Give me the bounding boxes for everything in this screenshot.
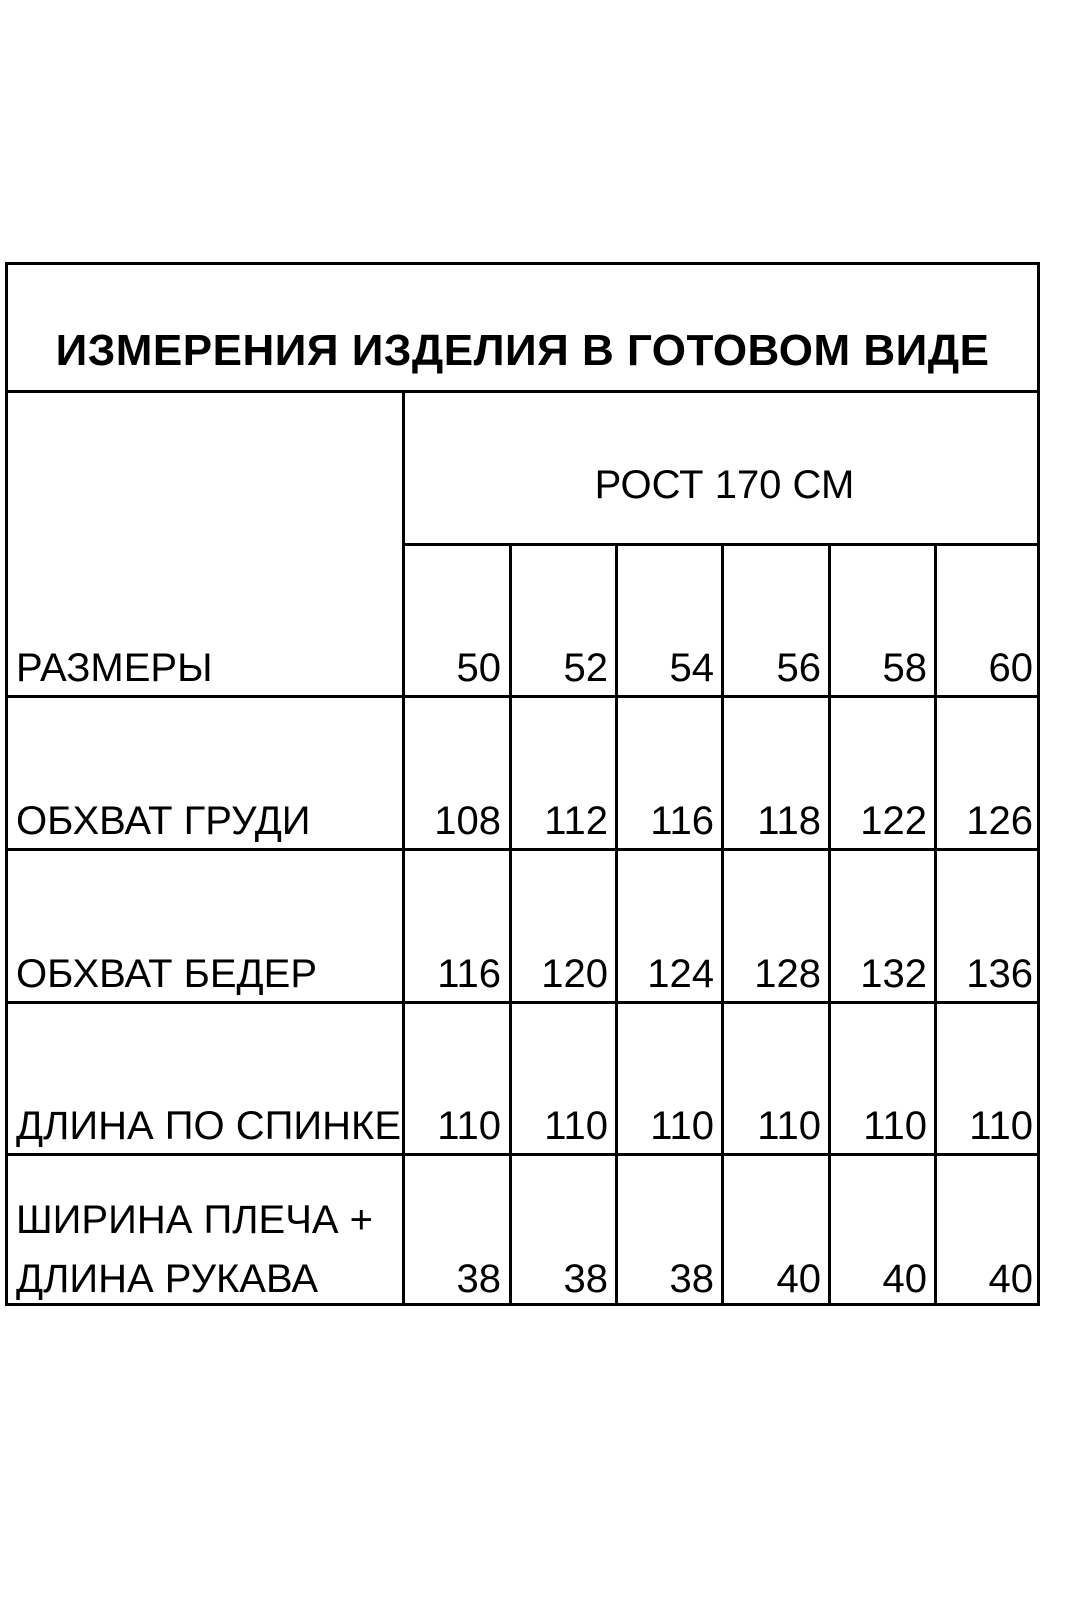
measurements-table [5,262,1040,1306]
shoulder-sleeve-cell: 38 [563,1257,608,1301]
row-divider-hips [8,1001,1040,1004]
shoulder-sleeve-cell: 40 [776,1257,821,1301]
size-cell: 60 [988,646,1033,690]
size-cell: 52 [563,646,608,690]
row-divider-chest [8,848,1040,851]
back-length-cell: 110 [650,1104,714,1148]
hips-cell: 128 [754,952,821,996]
chest-cell: 126 [966,799,1033,843]
chest-cell: 108 [434,799,501,843]
size-cell: 56 [776,646,821,690]
chest-label: ОБХВАТ ГРУДИ [16,799,311,843]
shoulder-sleeve-label-line2: ДЛИНА РУКАВА [16,1257,318,1301]
shoulder-sleeve-label-line1: ШИРИНА ПЛЕЧА + [16,1198,374,1242]
hips-cell: 124 [647,952,714,996]
chest-cell: 118 [757,799,821,843]
chest-cell: 112 [544,799,608,843]
title-cell [8,265,1037,393]
back-length-cell: 110 [863,1104,927,1148]
hips-cell: 116 [437,952,501,996]
hips-cell: 132 [860,952,927,996]
hips-label: ОБХВАТ БЕДЕР [16,952,317,996]
hips-cell: 120 [541,952,608,996]
back-length-cell: 110 [437,1104,501,1148]
height-label: РОСТ 170 СМ [594,463,855,507]
hips-cell: 136 [966,952,1033,996]
back-length-label: ДЛИНА ПО СПИНКЕ [16,1104,401,1148]
chest-cell: 116 [650,799,714,843]
back-length-cell: 110 [969,1104,1033,1148]
table-title: ИЗМЕРЕНИЯ ИЗДЕЛИЯ В ГОТОВОМ ВИДЕ [55,326,990,375]
row-divider-back [8,1153,1040,1156]
shoulder-sleeve-cell: 40 [882,1257,927,1301]
row-divider-sizes [8,695,1040,698]
back-length-cell: 110 [544,1104,608,1148]
chest-cell: 122 [860,799,927,843]
size-cell: 58 [882,646,927,690]
back-length-cell: 110 [757,1104,821,1148]
sizes-label: РАЗМЕРЫ [16,646,213,690]
size-cell: 54 [669,646,714,690]
shoulder-sleeve-cell: 40 [988,1257,1033,1301]
size-cell: 50 [456,646,501,690]
shoulder-sleeve-cell: 38 [456,1257,501,1301]
shoulder-sleeve-cell: 38 [669,1257,714,1301]
